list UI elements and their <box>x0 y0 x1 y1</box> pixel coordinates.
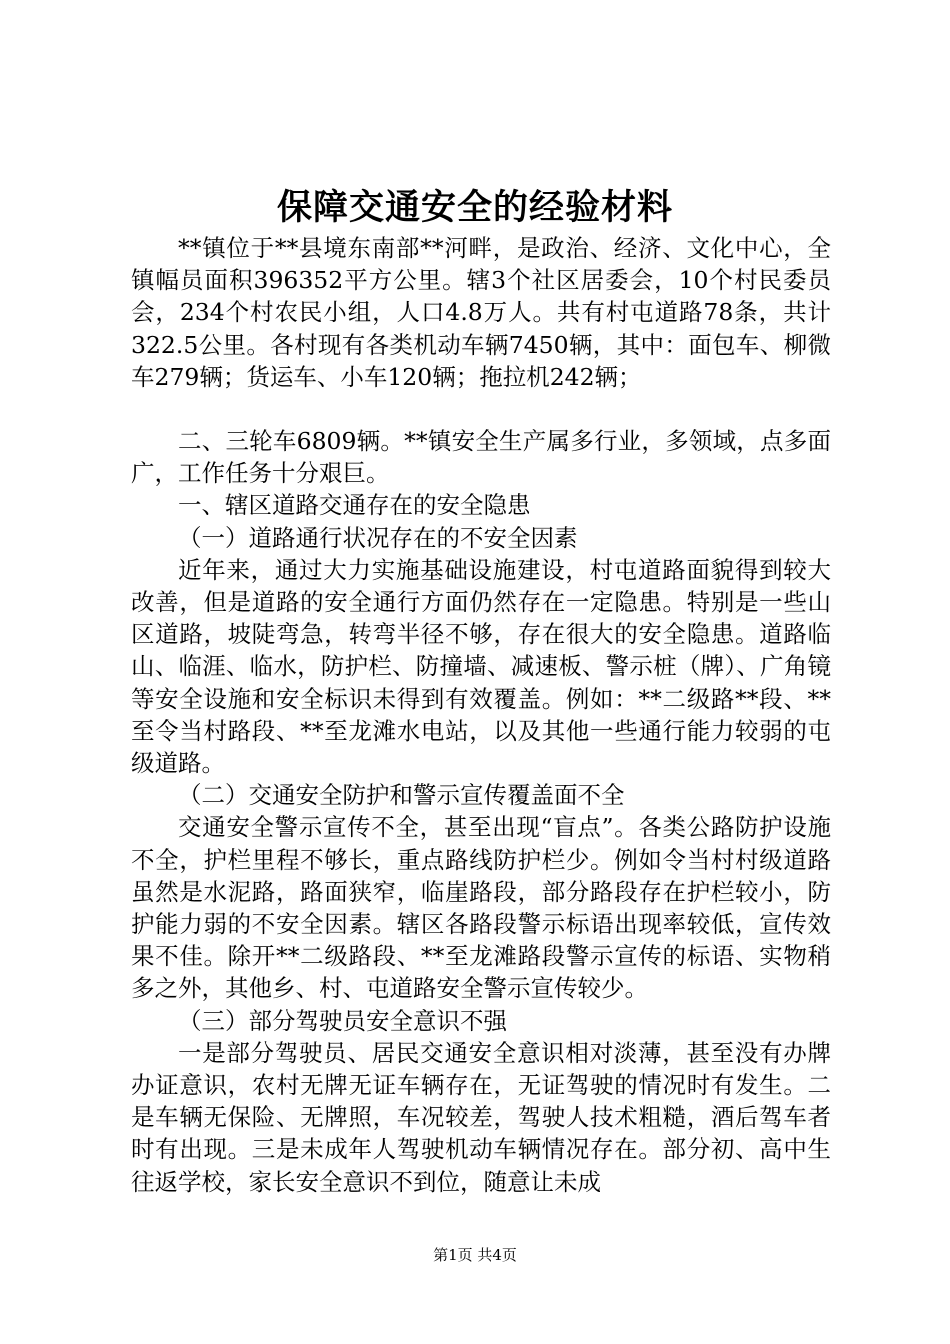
paragraph-driver-awareness: 一是部分驾驶员、居民交通安全意识相对淡薄，甚至没有办牌办证意识，农村无牌无证车辆存在，无证驾驶的情况时有发生。二是车辆无保险、无牌照，车况较差，驾驶人技术粗糙，酒后驾车者时有出现。三是未成年人驾驶机动车辆情况存在。部分初、高中生往返学校，家长安全意识不到位，随意让未成 <box>131 1038 831 1196</box>
page-footer: 第1页 共4页 <box>433 1246 517 1264</box>
paragraph-warning-coverage: 交通安全警示宣传不全，甚至出现“盲点”。各类公路防护设施不全，护栏里程不够长，重点路线防护栏少。例如令当村村级道路虽然是水泥路，路面狭窄，临崖路段，部分路段存在护栏较小，防护能力弱的不安全因素。辖区各路段警示标语出现率较低，宣传效果不佳。除开**二级路段、**至龙滩路段警示宣传的标语、实物稍多之外，其他乡、村、屯道路安全警示宣传较少。 <box>131 813 831 1003</box>
paragraph-overview: **镇位于**县境东南部**河畔，是政治、经济、文化中心，全镇幅员面积396352平方公里。辖3个社区居委会，10个村民委员会，234个村农民小组，人口4.8万人。共有村屯道路78条，共计322.5公里。各村现有各类机动车辆7450辆，其中：面包车、柳微车279辆；货运车、小车120辆；拖拉机242辆； <box>131 234 831 391</box>
document-body <box>131 232 831 1198</box>
section-heading: 一、辖区道路交通存在的安全隐患 <box>178 491 531 520</box>
paragraph-road-conditions: 近年来，通过大力实施基础设施建设，村屯道路面貌得到较大改善，但是道路的安全通行方面仍然存在一定隐患。特别是一些山区道路，坡陡弯急，转弯半径不够，存在很大的安全隐患。道路临山、临涯、临水，防护栏、防撞墙、减速板、警示桩（牌）、广角镜等安全设施和安全标识未得到有效覆盖。例如：**二级路**段、**至令当村路段、**至龙滩水电站，以及其他一些通行能力较弱的屯级道路。 <box>131 555 831 778</box>
document-title: 保障交通安全的经验材料 <box>276 187 673 228</box>
subsection-heading-2: （二）交通安全防护和警示宣传覆盖面不全 <box>178 781 625 810</box>
subsection-heading-3: （三）部分驾驶员安全意识不强 <box>178 1006 507 1035</box>
subsection-heading-1: （一）道路通行状况存在的不安全因素 <box>178 523 578 552</box>
paragraph-vehicles: 二、三轮车6809辆。**镇安全生产属多行业，多领域，点多面广，工作任务十分艰巨。 <box>131 427 831 488</box>
